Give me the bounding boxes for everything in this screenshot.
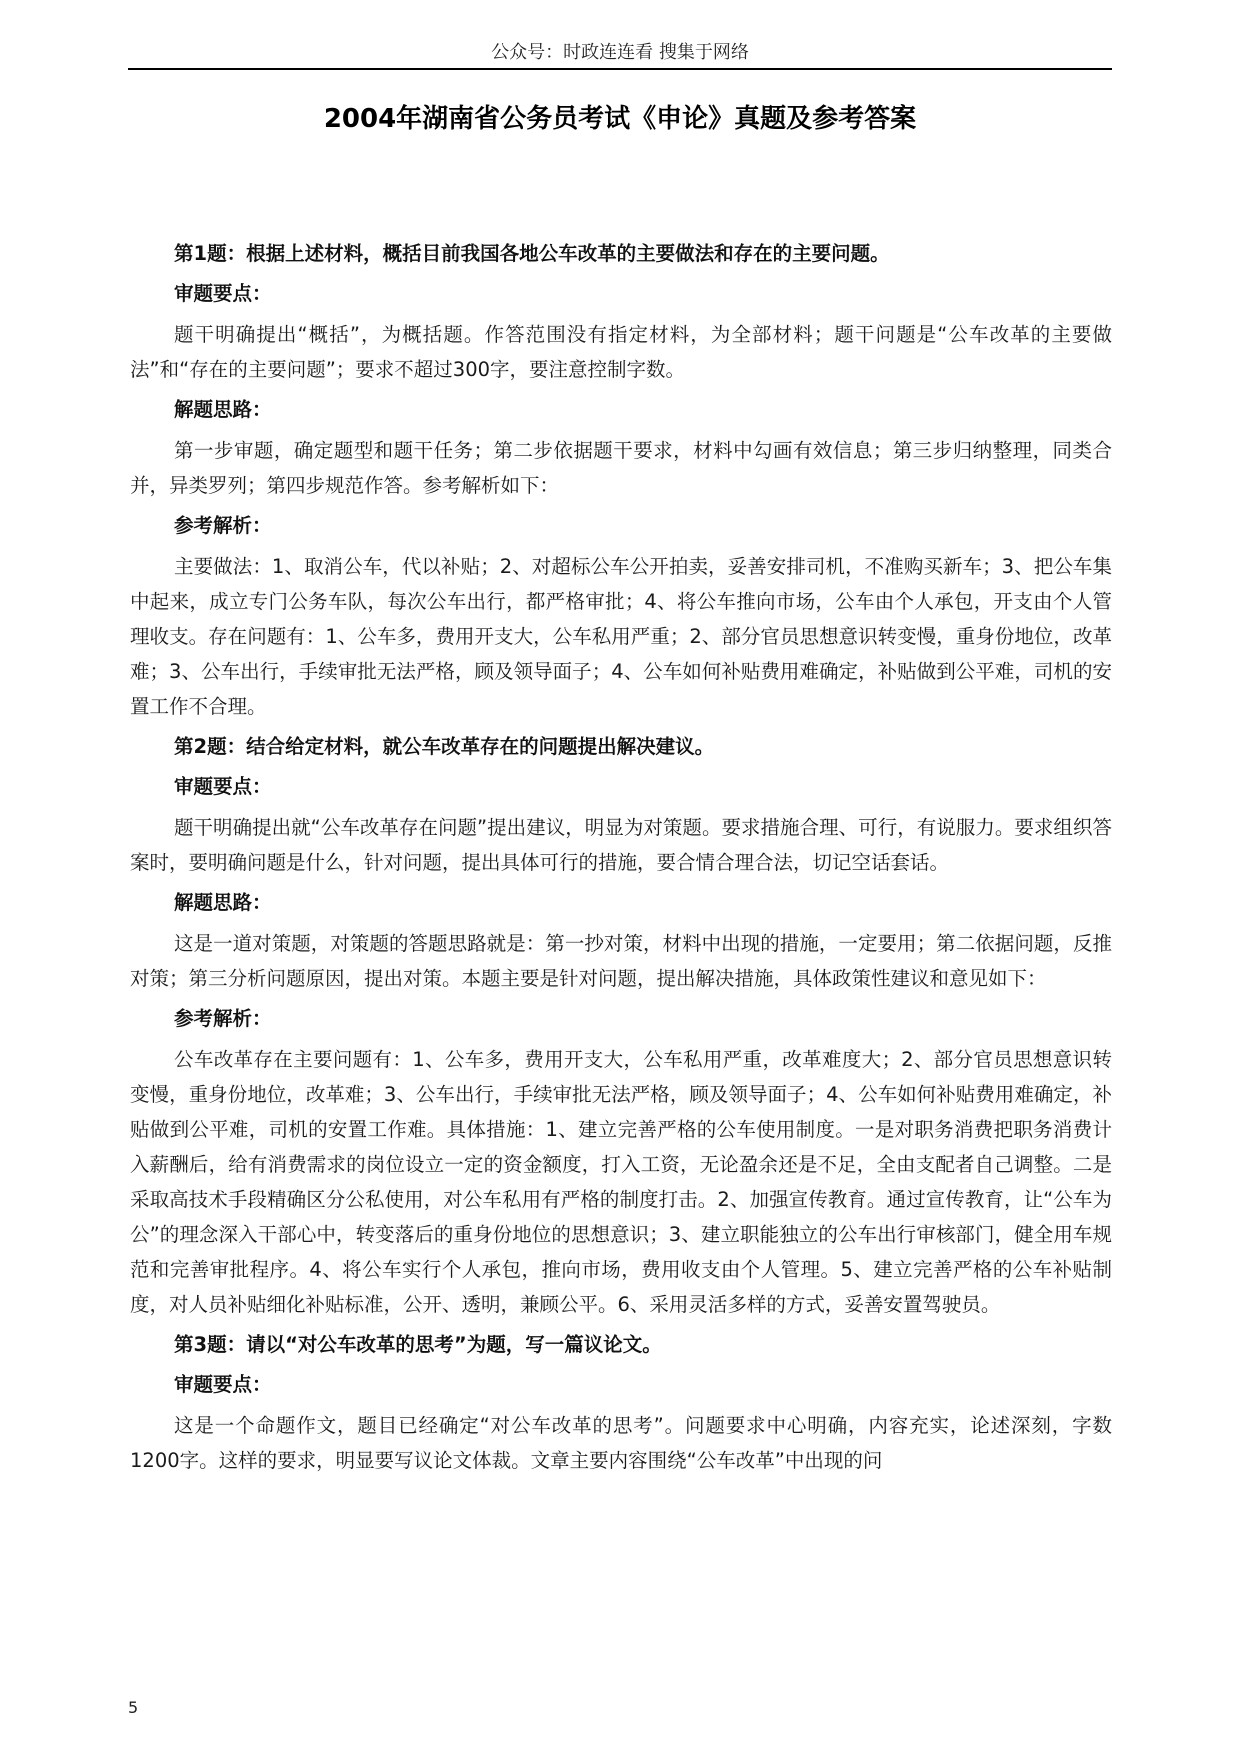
question-1-heading: 第1题：根据上述材料，概括目前我国各地公车改革的主要做法和存在的主要问题。 — [174, 242, 890, 265]
question-1-approach-label: 解题思路： — [174, 398, 272, 421]
question-2-review-label: 审题要点： — [174, 775, 272, 798]
question-block-2 — [130, 730, 1112, 1322]
question-1-review-label: 审题要点： — [174, 282, 272, 305]
question-block-3 — [130, 1328, 1112, 1478]
page-number: 5 — [128, 1698, 139, 1717]
question-2-review-text: 题干明确提出就“公车改革存在问题”提出建议，明显为对策题。要求措施合理、可行，有说服力。要求组织答案时，要明确问题是什么，针对问题，提出具体可行的措施，要合情合理合法，切记空话套话。 — [130, 816, 1112, 874]
question-2-heading: 第2题：结合给定材料，就公车改革存在的问题提出解决建议。 — [174, 735, 715, 758]
question-3-review-label: 审题要点： — [174, 1373, 272, 1396]
document-title: 2004年湖南省公务员考试《申论》真题及参考答案 — [323, 104, 917, 134]
question-2-answer-text: 公车改革存在主要问题有：1、公车多，费用开支大，公车私用严重，改革难度大；2、部分官员思想意识转变慢，重身份地位，改革难；3、公车出行，手续审批无法严格，顾及领导面子；4、公车如何补贴费用难确定，补贴做到公平难，司机的安置工作难。具体措施：1、建立完善严格的公车使用制度。一是对职务消费把职务消费计入薪酬后，给有消费需求的岗位设立一定的资金额度，打入工资，无论盈余还是不足，全由支配者自己调整。二是采取高技术手段精确区分公私使用，对公车私用有严格的制度打击。2、加强宣传教育。通过宣传教育，让“公车为公”的理念深入干部心中，转变落后的重身份地位的思想意识；3、建立职能独立的公车出行审核部门，健全用车规范和完善审批程序。4、将公车实行个人承包，推向市场，费用收支由个人管理。5、建立完善严格的公车补贴制度，对人员补贴细化补贴标准，公开、透明，兼顾公平。6、采用灵活多样的方式，妥善安置驾驶员。 — [130, 1048, 1112, 1316]
question-1-answer-text: 主要做法：1、取消公车，代以补贴；2、对超标公车公开拍卖，妥善安排司机，不准购买新车；3、把公车集中起来，成立专门公务车队，每次公车出行，都严格审批；4、将公车推向市场，公车由个人承包，开支由个人管理收支。存在问题有：1、公车多，费用开支大，公车私用严重；2、部分官员思想意识转变慢，重身份地位，改革难；3、公车出行，手续审批无法严格，顾及领导面子；4、公车如何补贴费用难确定，补贴做到公平难，司机的安置工作不合理。 — [130, 555, 1112, 718]
header-text: 公众号：时政连连看 搜集于网络 — [491, 42, 749, 63]
page-header — [128, 38, 1112, 70]
question-2-approach-label: 解题思路： — [174, 891, 272, 914]
question-1-answer-label: 参考解析： — [174, 514, 272, 537]
question-2-answer-label: 参考解析： — [174, 1007, 272, 1030]
question-3-heading: 第3题：请以“对公车改革的思考”为题，写一篇议论文。 — [174, 1333, 662, 1356]
question-block-1 — [130, 237, 1112, 724]
question-1-review-text: 题干明确提出“概括”，为概括题。作答范围没有指定材料，为全部材料；题干问题是“公车改革的主要做法”和“存在的主要问题”；要求不超过300字，要注意控制字数。 — [130, 323, 1112, 381]
document-body — [130, 237, 1112, 1484]
question-2-approach-text: 这是一道对策题，对策题的答题思路就是：第一抄对策，材料中出现的措施，一定要用；第二依据问题，反推对策；第三分析问题原因，提出对策。本题主要是针对问题，提出解决措施，具体政策性建议和意见如下： — [130, 932, 1112, 990]
question-1-approach-text: 第一步审题，确定题型和题干任务；第二步依据题干要求，材料中勾画有效信息；第三步归纳整理，同类合并，异类罗列；第四步规范作答。参考解析如下： — [130, 439, 1112, 497]
question-3-review-text: 这是一个命题作文，题目已经确定“对公车改革的思考”。问题要求中心明确，内容充实，论述深刻，字数1200字。这样的要求，明显要写议论文体裁。文章主要内容围绕“公车改革”中出现的问 — [130, 1414, 1112, 1472]
